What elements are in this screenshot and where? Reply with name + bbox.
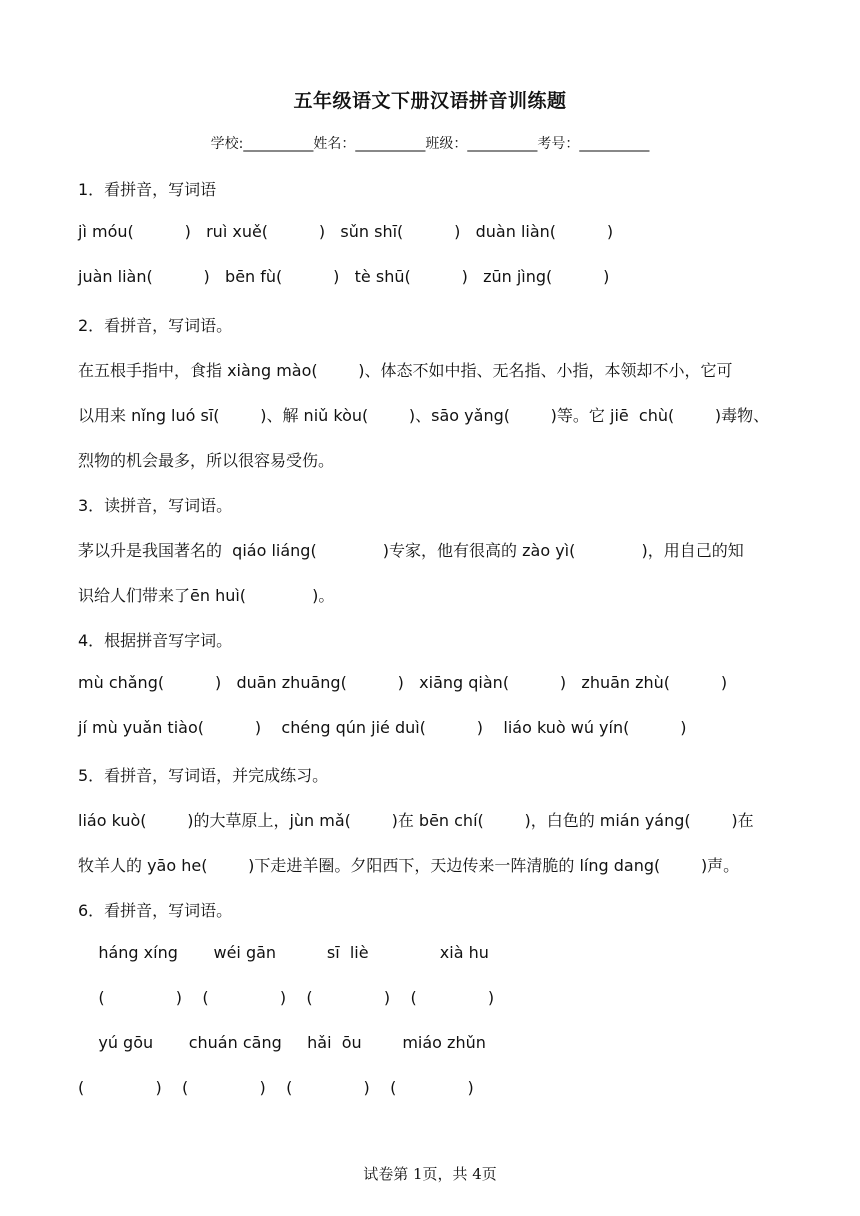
question-4-row-1: mù chǎng( ) duān zhuāng( ) xiāng qiàn( ) zhuān zhù( ): [78, 673, 728, 692]
question-6-pinyin-row-2: yú gōu chuán cāng hǎi ōu miáo zhǔn: [78, 1033, 486, 1052]
question-1-row-1: jì móu( ) ruì xuě( ) sǔn shī( ) duàn liàn( ): [78, 222, 614, 241]
student-info-line: 学校:__________姓名：__________班级：__________考号：__________: [210, 136, 650, 152]
question-3-text-line-1: 茅以升是我国著名的 qiáo liáng( )专家，他有很高的 zào yì( )，用自己的知: [78, 541, 744, 560]
question-1-heading: 1．看拼音，写词语: [78, 180, 217, 199]
question-2-text-line-1: 在五根手指中，食指 xiàng mào( )、体态不如中指、无名指、小指，本领却不小，它可: [78, 361, 733, 380]
question-2-heading: 2．看拼音，写词语。: [78, 316, 233, 335]
question-1-row-2: juàn liàn( ) bēn fù( ) tè shū( ) zūn jìng( ): [78, 267, 610, 286]
question-4-row-2: jí mù yuǎn tiào( ) chéng qún jié duì( ) liáo kuò wú yín( ): [78, 718, 687, 737]
question-6-heading: 6．看拼音，写词语。: [78, 901, 233, 920]
question-6-pinyin-row-1: háng xíng wéi gān sī liè xià hu: [78, 943, 489, 962]
question-6-blank-row-2: ( ) ( ) ( ) ( ): [78, 1078, 474, 1097]
question-2-text-line-2: 以用来 nǐng luó sī( )、解 niǔ kòu( )、sāo yǎng( )等。它 jiē chù( )毒物、: [78, 406, 770, 425]
question-3-text-line-2: 识给人们带来了ēn huì( )。: [78, 586, 335, 605]
question-5-text-line-2: 牧羊人的 yāo he( )下走进羊圈。夕阳西下，天边传来一阵清脆的 líng dang( )声。: [78, 856, 740, 875]
question-4-heading: 4．根据拼音写字词。: [78, 631, 233, 650]
question-5-heading: 5．看拼音，写词语，并完成练习。: [78, 766, 329, 785]
page-title: 五年级语文下册汉语拼音训练题: [293, 90, 567, 112]
question-3-heading: 3．读拼音，写词语。: [78, 496, 233, 515]
question-6-blank-row-1: ( ) ( ) ( ) ( ): [78, 988, 495, 1007]
question-2-text-line-3: 烈物的机会最多，所以很容易受伤。: [78, 451, 335, 470]
page-footer: 试卷第 1页，共 4页: [363, 1165, 497, 1183]
question-5-text-line-1: liáo kuò( )的大草原上，jùn mǎ( )在 bēn chí( )，白色的 mián yáng( )在: [78, 811, 754, 830]
